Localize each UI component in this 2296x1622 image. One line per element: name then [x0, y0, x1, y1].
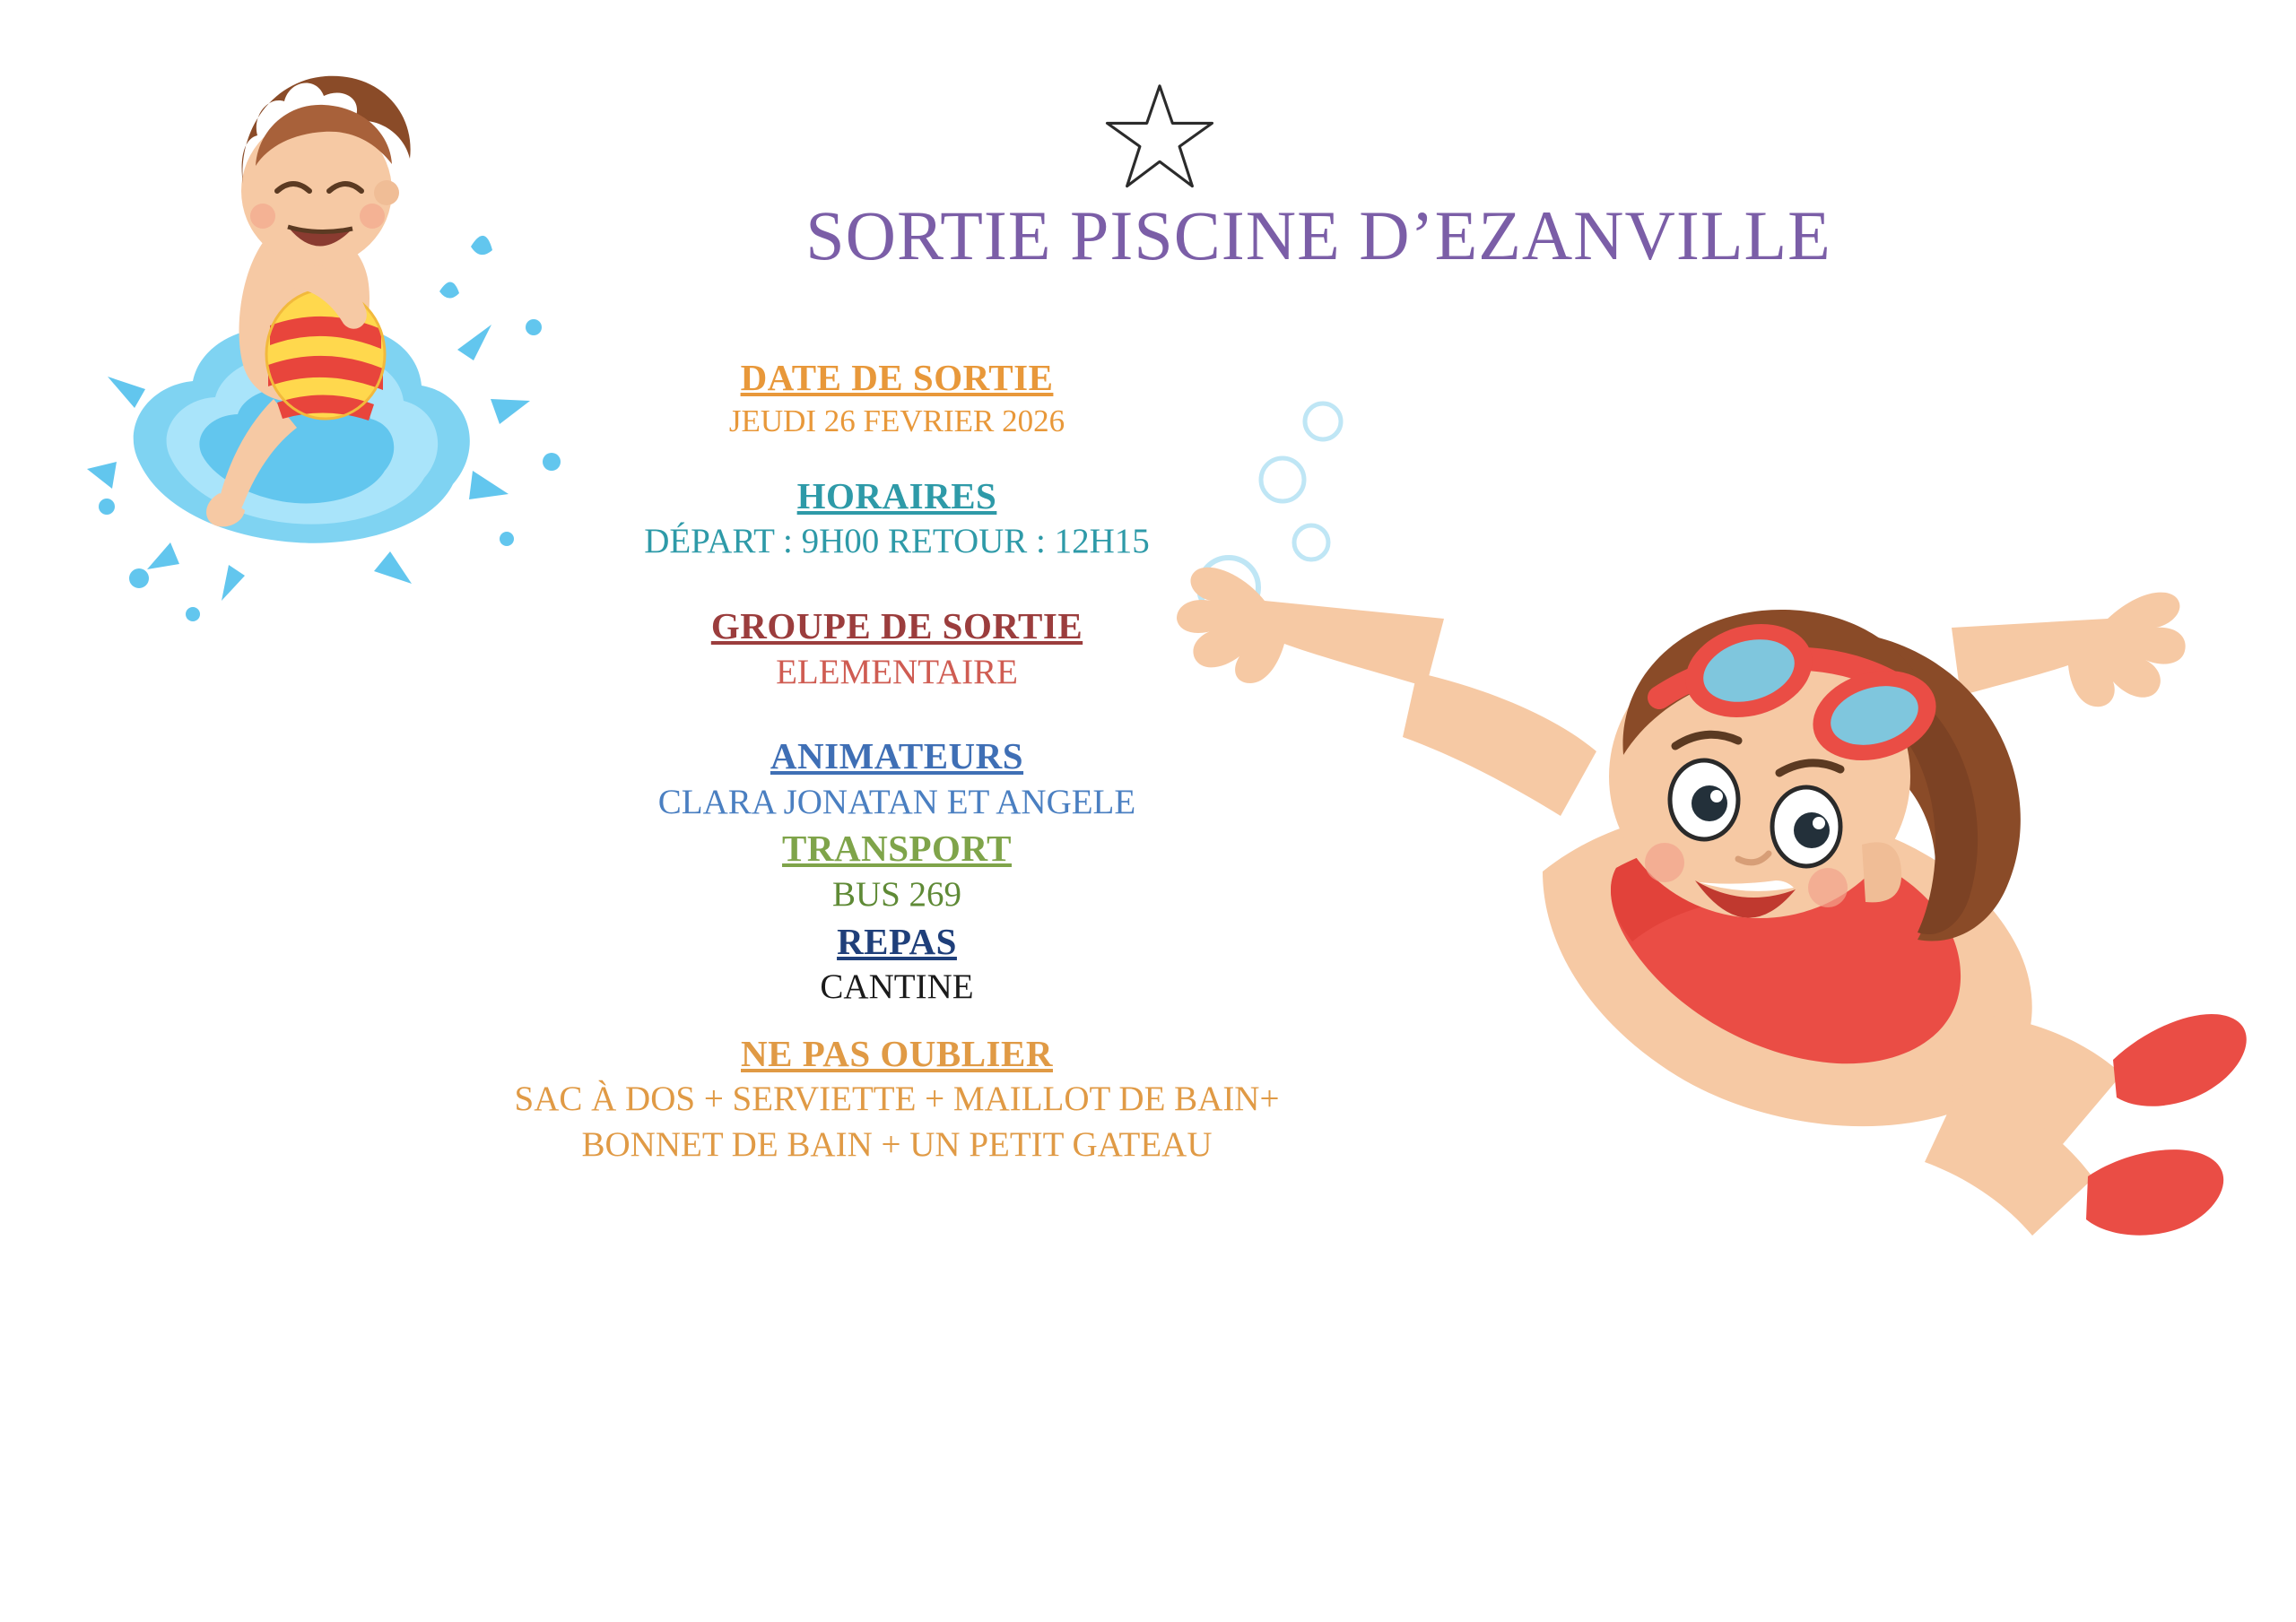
date-heading: DATE DE SORTIE	[740, 357, 1054, 398]
section-horaires	[422, 473, 1372, 565]
section-groupe	[422, 603, 1372, 695]
horaires-value: DÉPART : 9H00 RETOUR : 12H15	[644, 522, 1150, 561]
page-title: SORTIE PISCINE D’EZANVILLE	[805, 196, 1831, 274]
repas-heading: REPAS	[837, 920, 957, 962]
transport-heading: TRANSPORT	[782, 828, 1012, 870]
transport-value: BUS 269	[831, 874, 962, 914]
animateurs-heading: ANIMATEURS	[770, 735, 1024, 777]
groupe-heading: GROUPE DE SORTIE	[710, 605, 1083, 647]
ne-pas-oublier-value-line2: BONNET DE BAIN + UN PETIT GATEAU	[581, 1124, 1213, 1164]
animateurs-value: CLARA JONATAN ET ANGELE	[657, 782, 1136, 821]
section-ne-pas-oublier	[422, 1030, 1372, 1168]
section-transport	[422, 825, 1372, 917]
groupe-value: ELEMENTAIRE	[776, 652, 1018, 691]
section-animateurs	[422, 733, 1372, 825]
horaires-heading: HORAIRES	[796, 474, 997, 516]
ne-pas-oublier-value-line1: SAC À DOS + SERVIETTE + MAILLOT DE BAIN+	[514, 1080, 1280, 1119]
section-repas	[422, 918, 1372, 1010]
repas-value: CANTINE	[820, 967, 974, 1007]
star-icon	[1101, 79, 1218, 195]
flyer-details	[422, 354, 1372, 1168]
section-date	[422, 354, 1372, 442]
date-value: JEUDI 26 FEVRIER 2026	[728, 403, 1065, 439]
ne-pas-oublier-heading: NE PAS OUBLIER	[741, 1032, 1053, 1074]
